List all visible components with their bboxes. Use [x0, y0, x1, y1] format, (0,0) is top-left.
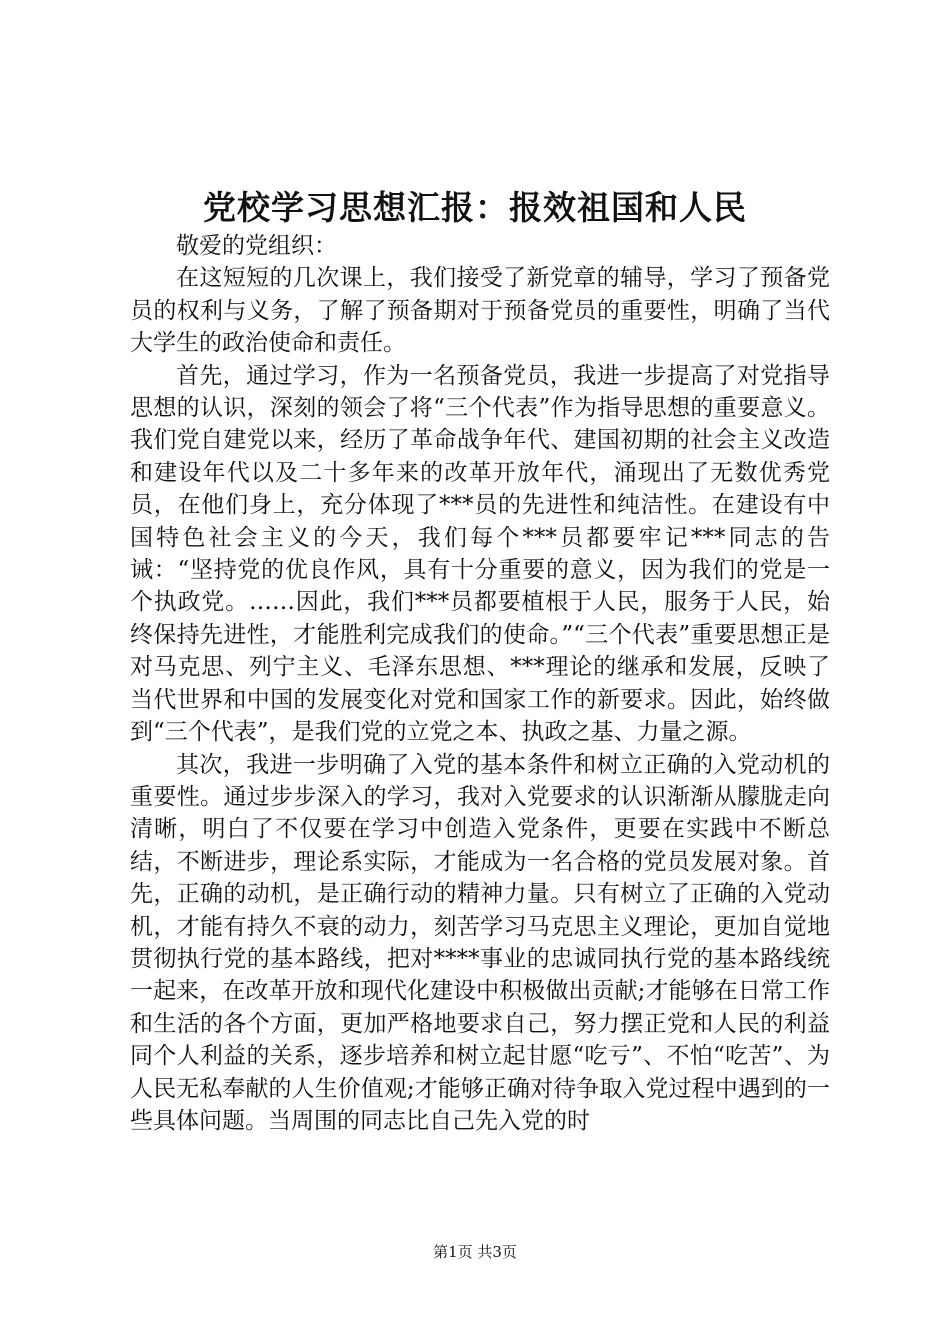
paragraph-intro: 在这短短的几次课上，我们接受了新党章的辅导，学习了预备党员的权利与义务，了解了预备期对于预备党员的重要性，明确了当代大学生的政治使命和责任。 — [130, 265, 830, 357]
salutation: 敬爱的党组织： — [176, 233, 337, 259]
paragraph-second: 其次，我进一步明确了入党的基本条件和树立正确的入党动机的重要性。通过步步深入的学习，我对入党要求的认识渐渐从朦胧走向清晰，明白了不仅要在学习中创造入党条件，更要在实践中不断总结，不断进步，理论系实际，才能成为一名合格的党员发展对象。首先，正确的动机，是正确行动的精神力量。只有树立了正确的入党动机，才能有持久不衰的动力，刻苦学习马克思主义理论，更加自觉地贯彻执行党的基本路线，把对****事业的忠诚同执行党的基本路线统一起来，在改革开放和现代化建设中积极做出贡献;才能够在日常工作和生活的各个方面，更加严格地要求自己，努力摆正党和人民的利益同个人利益的关系，逐步培养和树立起甘愿“吃亏”、不怕“吃苦”、为人民无私奉献的人生价值观;才能够正确对待争取入党过程中遇到的一些具体问题。当周围的同志比自己先入党的时 — [130, 751, 830, 1134]
paragraph-first: 首先，通过学习，作为一名预备党员，我进一步提高了对党指导思想的认识，深刻的领会了将“三个代表”作为指导思想的重要意义。我们党自建党以来，经历了革命战争年代、建国初期的社会主义改造和建设年代以及二十多年来的改革开放年代，涌现出了无数优秀党员，在他们身上，充分体现了***员的先进性和纯洁性。在建设有中国特色社会主义的今天，我们每个***员都要牢记***同志的告诫：“坚持党的优良作风，具有十分重要的意义，因为我们的党是一个执政党。……因此，我们***员都要植根于人民，服务于人民，始终保持先进性，才能胜利完成我们的使命。”“三个代表”重要思想正是对马克思、列宁主义、毛泽东思想、***理论的继承和发展，反映了当代世界和中国的发展变化对党和国家工作的新要求。因此，始终做到“三个代表”，是我们党的立党之本、执政之基、力量之源。 — [130, 362, 830, 746]
document-body — [130, 230, 830, 1137]
page-number: 第1页 共3页 — [433, 1243, 517, 1261]
document-title: 党校学习思想汇报：报效祖国和人民 — [203, 188, 747, 227]
